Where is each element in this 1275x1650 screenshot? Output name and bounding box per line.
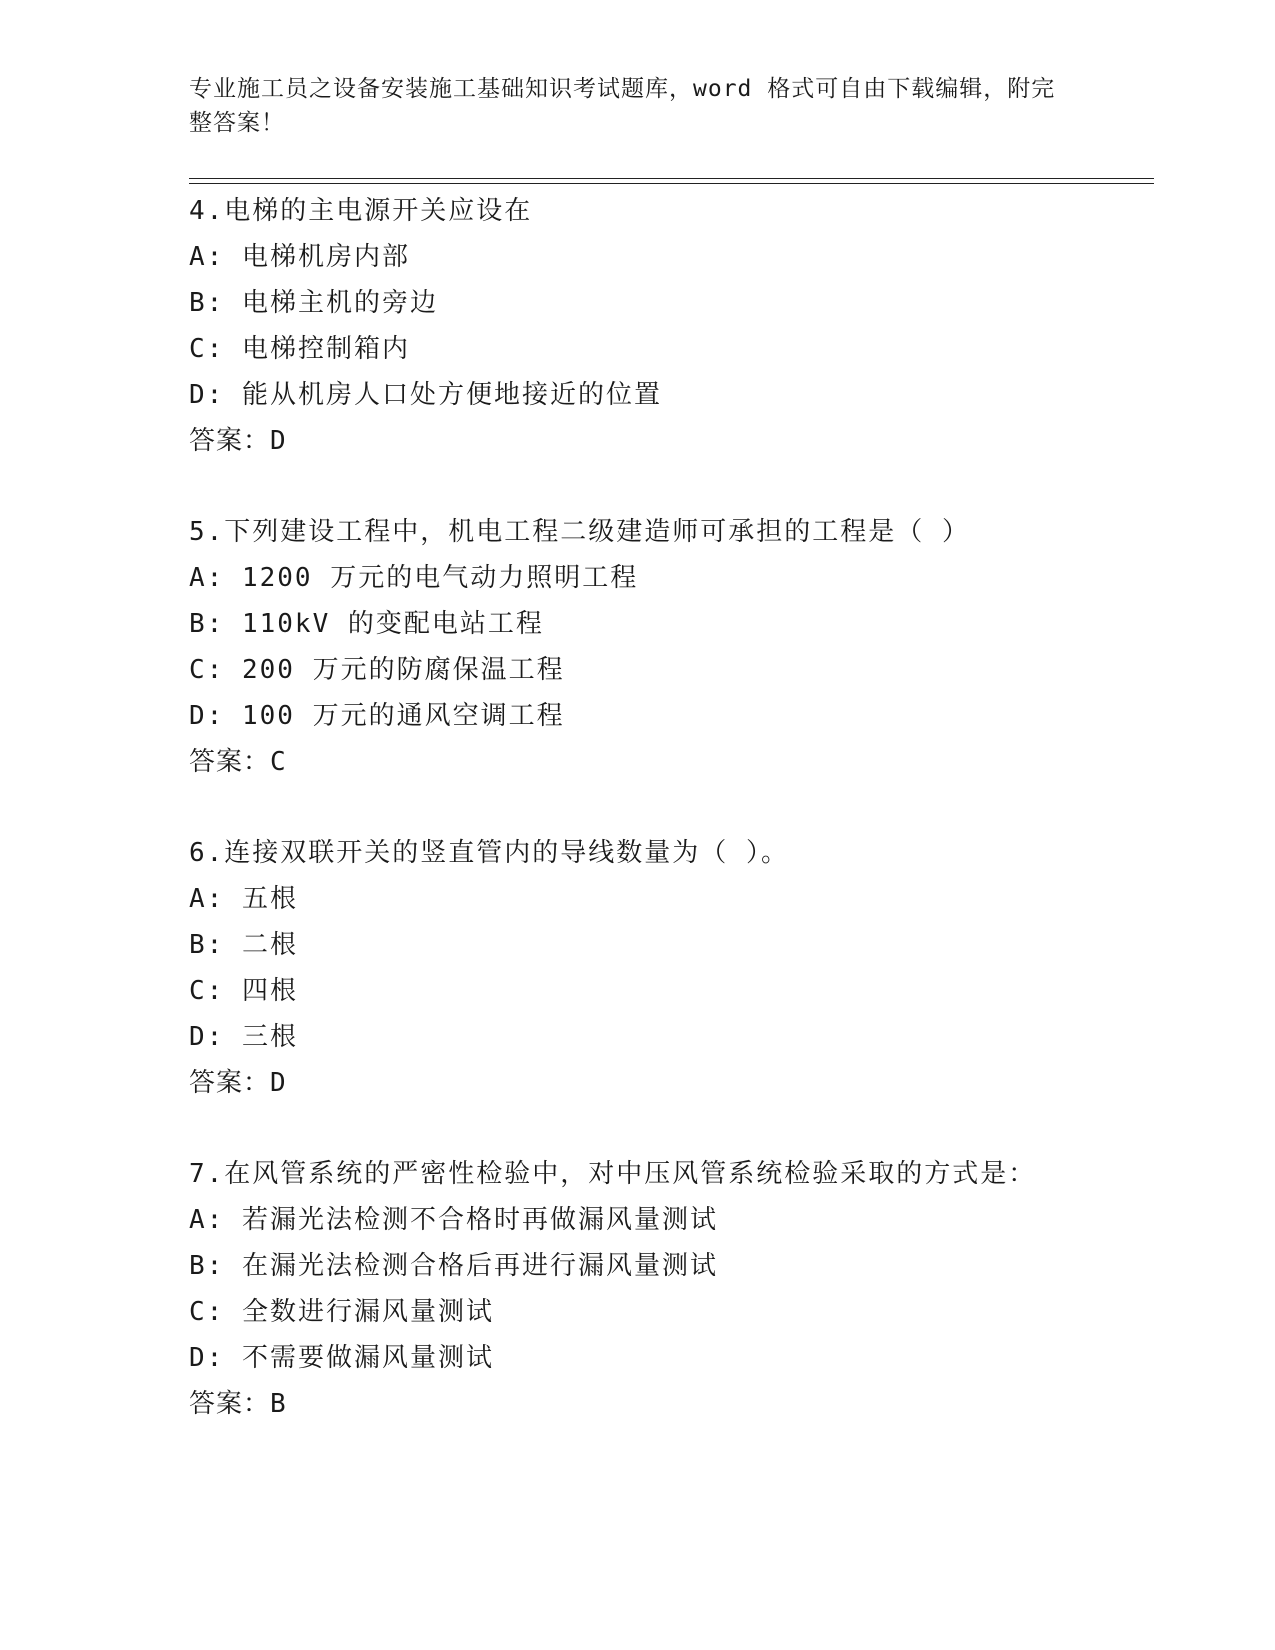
option-d: D: 能从机房人口处方便地接近的位置 xyxy=(189,380,662,410)
answer-value: D xyxy=(270,426,286,456)
document-header xyxy=(189,72,1069,140)
header-line-1: 专业施工员之设备安装施工基础知识考试题库，word 格式可自由下载编辑，附完 xyxy=(189,76,1056,102)
question-6 xyxy=(189,830,1149,1106)
header-line-2: 整答案！ xyxy=(189,110,285,136)
header-divider-top xyxy=(189,178,1154,179)
option-d: D: 三根 xyxy=(189,1022,298,1052)
option-b: B: 电梯主机的旁边 xyxy=(189,288,438,318)
option-c: C: 四根 xyxy=(189,976,298,1006)
option-c: C: 全数进行漏风量测试 xyxy=(189,1297,494,1327)
question-4 xyxy=(189,188,1149,464)
option-a: A: 五根 xyxy=(189,884,298,914)
answer-line xyxy=(189,418,1149,464)
answer-label: 答案： xyxy=(189,426,271,456)
answer-value: D xyxy=(270,1068,286,1098)
option-b: B: 在漏光法检测合格后再进行漏风量测试 xyxy=(189,1251,718,1281)
question-stem: 4.电梯的主电源开关应设在 xyxy=(189,196,533,226)
option-a: A: 1200 万元的电气动力照明工程 xyxy=(189,563,639,593)
question-stem: 5.下列建设工程中，机电工程二级建造师可承担的工程是（ ） xyxy=(189,517,970,547)
option-b: B: 110kV 的变配电站工程 xyxy=(189,609,544,639)
answer-line xyxy=(189,1381,1149,1427)
option-c: C: 200 万元的防腐保温工程 xyxy=(189,655,565,685)
option-d: D: 100 万元的通风空调工程 xyxy=(189,701,565,731)
option-a: A: 若漏光法检测不合格时再做漏风量测试 xyxy=(189,1205,718,1235)
answer-value: B xyxy=(270,1389,286,1419)
answer-value: C xyxy=(270,747,286,777)
answer-label: 答案： xyxy=(189,1068,271,1098)
question-7 xyxy=(189,1151,1149,1427)
header-divider-bottom xyxy=(189,183,1154,184)
question-stem: 6.连接双联开关的竖直管内的导线数量为（ ）。 xyxy=(189,838,789,868)
option-d: D: 不需要做漏风量测试 xyxy=(189,1343,494,1373)
answer-line xyxy=(189,739,1149,785)
answer-line xyxy=(189,1060,1149,1106)
option-a: A: 电梯机房内部 xyxy=(189,242,410,272)
question-5 xyxy=(189,509,1149,785)
question-stem: 7.在风管系统的严密性检验中，对中压风管系统检验采取的方式是： xyxy=(189,1159,1037,1189)
option-c: C: 电梯控制箱内 xyxy=(189,334,410,364)
option-b: B: 二根 xyxy=(189,930,298,960)
answer-label: 答案： xyxy=(189,747,271,777)
answer-label: 答案： xyxy=(189,1389,271,1419)
